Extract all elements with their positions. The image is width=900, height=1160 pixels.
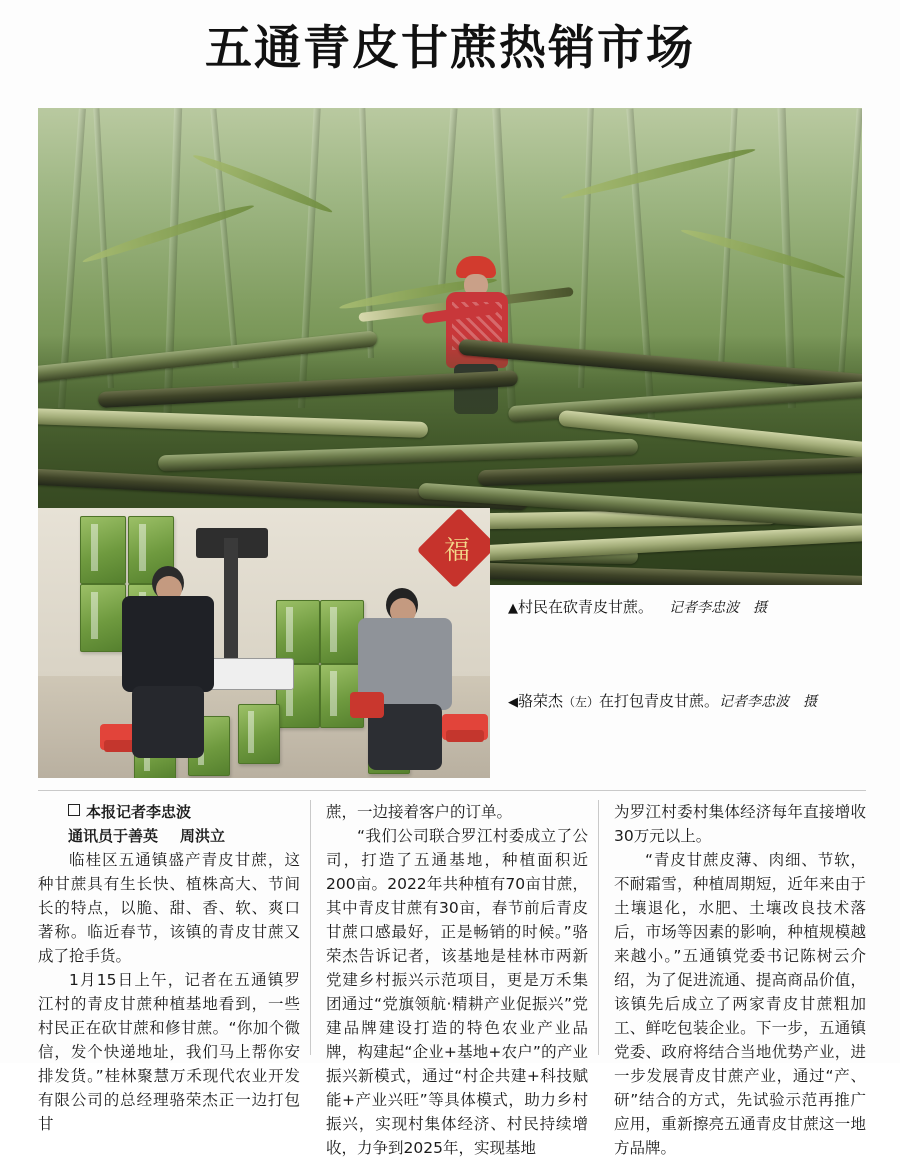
photo-credit: 记者李忠波 摄 bbox=[669, 601, 768, 616]
byline-reporter: 本报记者李忠波 bbox=[38, 800, 300, 824]
paragraph: 为罗江村委村集体经济每年直接增收30万元以上。 bbox=[614, 803, 866, 845]
square-marker-icon bbox=[68, 804, 80, 816]
caption-text: 在打包青皮甘蔗。 bbox=[599, 692, 720, 710]
page-title: 五通青皮甘蔗热销市场 bbox=[205, 21, 695, 76]
worker-right bbox=[356, 588, 466, 764]
article-column-1 bbox=[38, 800, 300, 1136]
caption-marker-up: ▲ bbox=[508, 601, 518, 616]
divider-vertical-2 bbox=[598, 800, 599, 1055]
worker-left bbox=[116, 566, 226, 756]
product-box bbox=[276, 600, 320, 664]
paragraph: “我们公司联合罗江村委成立了公司，打造了五通基地，种植面积近200亩。2022年共种植有70亩甘蔗，其中青皮甘蔗有30亩，春节前后青皮甘蔗口感最好，正是畅销的时候。”骆荣杰告诉记者，该基地是桂林市两新党建乡村振兴示范项目，更是万禾集团通过“党旗领航·精耕产业促振兴”党建品牌建设打造的特色农业产业品牌，构建起“企业+基地+农户”的产业振兴新模式，通过“村企共建+科技赋能+产业兴旺”等具体模式，助力乡村振兴，实现村集体经济、村民持续增收，力争到2025年，实现基地 bbox=[326, 827, 588, 1157]
product-box bbox=[238, 704, 280, 764]
photo-credit: 记者李忠波 摄 bbox=[719, 695, 818, 710]
paragraph: 临桂区五通镇盛产青皮甘蔗，这种甘蔗具有生长快、植株高大、节间长的特点，以脆、甜、香、软、爽口著称。临近春节，该镇的青皮甘蔗又成了抢手货。 bbox=[38, 851, 300, 965]
caption-name: 骆荣杰 bbox=[518, 692, 564, 710]
paragraph: 1月15日上午，记者在五通镇罗江村的青皮甘蔗种植基地看到，一些村民正在砍甘蔗和修甘蔗。“你加个微信，发个快递地址，我们马上帮你安排发货。”桂林聚慧万禾现代农业开发有限公司的总经理骆荣杰正一边打包甘 bbox=[38, 971, 300, 1133]
divider-vertical-1 bbox=[310, 800, 311, 1055]
article-column-2 bbox=[326, 800, 588, 1160]
byline-correspondents: 通讯员于善英 周洪立 bbox=[68, 827, 226, 845]
paragraph: 蔗，一边接着客户的订单。 bbox=[326, 803, 513, 821]
secondary-photo bbox=[38, 508, 490, 778]
caption-marker-left: ◀ bbox=[508, 695, 518, 710]
caption-text: 村民在砍青皮甘蔗。 bbox=[518, 598, 654, 616]
caption-note: （左） bbox=[563, 695, 600, 709]
paragraph: “青皮甘蔗皮薄、肉细、节软，不耐霜雪，种植周期短，近年来由于土壤退化，水肥、土壤改良技术落后，市场等因素的影响，种植规模越来越小。”五通镇党委书记陈树云介绍，为了促进流通、提高商品价值，该镇先后成立了两家青皮甘蔗粗加工、鲜吃包装企业。下一步，五通镇党委、政府将结合当地优势产业，进一步发展青皮甘蔗产业，通过“产、研”结合的方式，先试验示范再推广应用，重新擦亮五通青皮甘蔗这一地方品牌。 bbox=[614, 851, 866, 1157]
scale-stand bbox=[224, 538, 238, 658]
secondary-photo-caption bbox=[508, 690, 868, 711]
main-photo-caption bbox=[508, 596, 864, 617]
divider-horizontal bbox=[38, 790, 866, 791]
article-column-3 bbox=[614, 800, 866, 1160]
